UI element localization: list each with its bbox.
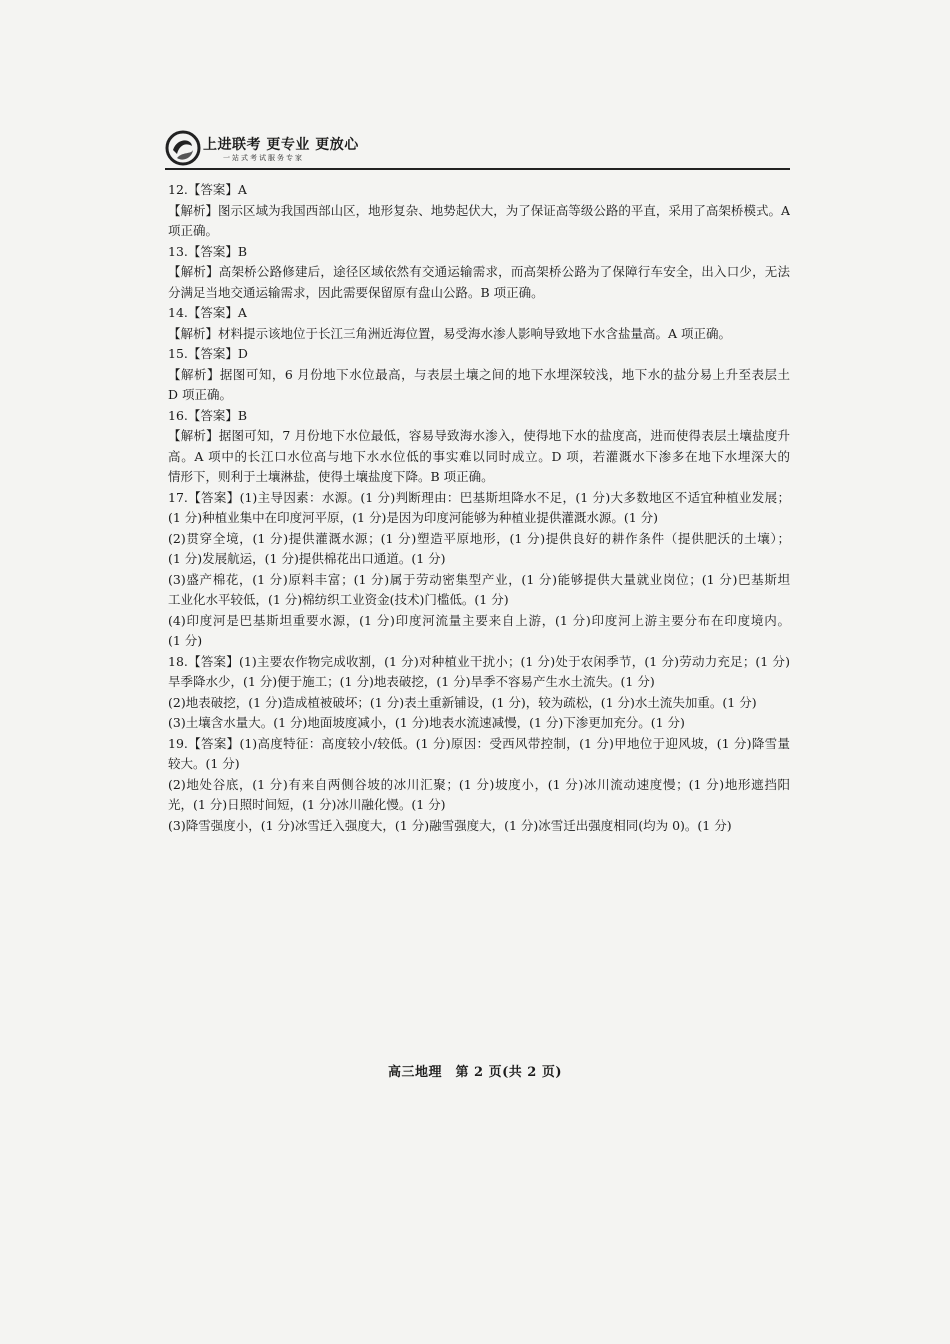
text-line: (3)盛产棉花，(1 分)原料丰富；(1 分)属于劳动密集型产业，(1 分)能够提供大量就业岗位；(1 分)巴基斯坦 xyxy=(168,571,790,587)
brand-slogan: 上进联考 更专业 更放心 xyxy=(203,137,359,153)
answer-paragraph xyxy=(168,365,790,406)
answer-paragraph xyxy=(168,713,790,734)
text-line: 14.【答案】A xyxy=(168,305,247,320)
answer-paragraph xyxy=(168,426,790,488)
text-line: 18.【答案】(1)主要农作物完成收割，(1 分)对种植业干扰小；(1 分)处于农闲季节，(1 分)劳动力充足；(1 分) xyxy=(168,653,790,669)
text-line: 19.【答案】(1)高度特征：高度较小/较低。(1 分)原因：受西风带控制，(1 分)甲地位于迎风坡，(1 分)降雪量 xyxy=(168,735,790,751)
text-line: (2)地处谷底，(1 分)有来自两侧谷坡的冰川汇聚；(1 分)坡度小，(1 分)冰川流动速度慢；(1 分)地形遮挡阳 xyxy=(168,776,790,792)
answer-paragraph xyxy=(168,324,790,345)
text-line: (3)土壤含水量大。(1 分)地面坡度减小，(1 分)地表水流速减慢，(1 分)下渗更加充分。(1 分) xyxy=(168,715,685,730)
answer-paragraph xyxy=(168,242,790,263)
answer-paragraph xyxy=(168,734,790,775)
text-line: (1 分) xyxy=(168,633,203,648)
header-divider xyxy=(165,168,790,170)
text-line: 分满足当地交通运输需求，因此需要保留原有盘山公路。B 项正确。 xyxy=(168,284,544,300)
answer-paragraph xyxy=(168,488,790,529)
answer-content xyxy=(168,180,790,836)
answer-paragraph xyxy=(168,652,790,693)
page-header xyxy=(165,130,790,172)
text-line: (1 分)种植业集中在印度河平原，(1 分)是因为印度河能够为种植业提供灌溉水源。(1 分) xyxy=(168,510,659,525)
answer-paragraph xyxy=(168,693,790,714)
text-line: 项正确。 xyxy=(168,223,219,238)
answer-paragraph xyxy=(168,344,790,365)
text-line: (2)贯穿全境，(1 分)提供灌溉水源；(1 分)塑造平原地形，(1 分)提供良好的耕作条件（提供肥沃的土壤）； xyxy=(168,530,790,546)
brand-subslogan: 一站式考试服务专家 xyxy=(223,154,304,162)
text-line: 12.【答案】A xyxy=(168,182,247,197)
answer-paragraph xyxy=(168,816,790,837)
text-line: 【解析】图示区域为我国西部山区，地形复杂、地势起伏大，为了保证高等级公路的平直，采用了高架桥模式。A xyxy=(168,202,790,218)
page-footer: 高三地理 第 2 页(共 2 页) xyxy=(388,1065,562,1080)
answer-paragraph xyxy=(168,570,790,611)
text-line: (2)地表破挖，(1 分)造成植被破坏；(1 分)表土重新铺设，(1 分)，较为疏松，(1 分)水土流失加重。(1 分) xyxy=(168,694,757,710)
text-line: 高。A 项中的长江口水位高与地下水水位低的事实难以同时成立。D 项，若灌溉水下渗多在地下水埋深大的 xyxy=(168,448,790,464)
text-line: D 项正确。 xyxy=(168,387,232,402)
brand-logo-icon xyxy=(165,130,201,166)
text-line: 【解析】材料提示该地位于长江三角洲近海位置，易受海水渗人影响导致地下水含盐量高。A 项正确。 xyxy=(168,325,732,341)
text-line: 【解析】据图可知，6 月份地下水位最高，与表层土壤之间的地下水埋深较浅，地下水的盐分易上升至表层土 xyxy=(168,366,790,382)
text-line: 13.【答案】B xyxy=(168,243,248,259)
text-line: 工业化水平较低，(1 分)棉纺织工业资金(技术)门槛低。(1 分) xyxy=(168,592,509,607)
text-line: 旱季降水少，(1 分)便于施工；(1 分)地表破挖，(1 分)旱季不容易产生水土流失。(1 分) xyxy=(168,674,655,689)
text-line: 光，(1 分)日照时间短，(1 分)冰川融化慢。(1 分) xyxy=(168,797,446,812)
text-line: 16.【答案】B xyxy=(168,407,248,423)
answer-paragraph xyxy=(168,406,790,427)
text-line: 较大。(1 分) xyxy=(168,756,240,771)
text-line: 17.【答案】(1)主导因素：水源。(1 分)判断理由：巴基斯坦降水不足，(1 分)大多数地区不适宜种植业发展； xyxy=(168,489,790,505)
text-line: (1 分)发展航运，(1 分)提供棉花出口通道。(1 分) xyxy=(168,551,446,566)
answer-paragraph xyxy=(168,201,790,242)
answer-paragraph xyxy=(168,775,790,816)
answer-paragraph xyxy=(168,303,790,324)
answer-paragraph xyxy=(168,529,790,570)
answer-paragraph xyxy=(168,180,790,201)
text-line: (3)降雪强度小，(1 分)冰雪迁入强度大，(1 分)融雪强度大，(1 分)冰雪迁出强度相同(均为 0)。(1 分) xyxy=(168,817,732,833)
text-line: 【解析】据图可知，7 月份地下水位最低，容易导致海水渗入，使得地下水的盐度高，进而使得表层土壤盐度升 xyxy=(168,428,790,443)
answer-paragraph xyxy=(168,262,790,303)
text-line: 情形下，则利于土壤淋盐，使得土壤盐度下降。B 项正确。 xyxy=(168,469,494,484)
text-line: (4)印度河是巴基斯坦重要水源，(1 分)印度河流量主要来自上游，(1 分)印度河上游主要分布在印度境内。 xyxy=(168,612,790,628)
answer-paragraph xyxy=(168,611,790,652)
text-line: 15.【答案】D xyxy=(168,346,248,361)
text-line: 【解析】高架桥公路修建后，途径区域依然有交通运输需求，而高架桥公路为了保障行车安全，出入口少，无法 xyxy=(168,264,790,279)
